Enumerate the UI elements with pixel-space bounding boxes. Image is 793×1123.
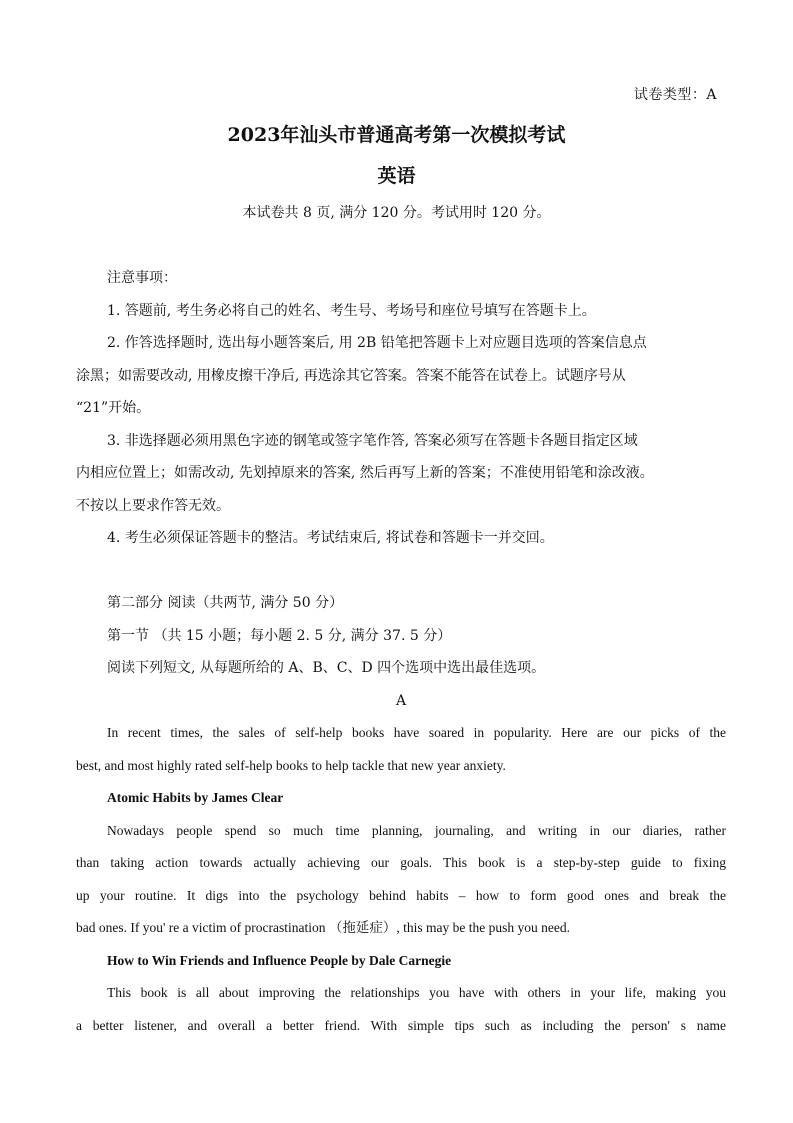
- passage-label: A: [395, 692, 407, 709]
- notice-item-2-line-1: 2. 作答选择题时, 选出每小题答案后, 用 2B 铅笔把答题卡上对应题目选项的答案信息点: [107, 335, 647, 351]
- book-1-line-2: than taking action towards actually achieving our goals. This book is a step-by-step guide to fixing: [76, 855, 726, 870]
- exam-summary: 本试卷共 8 页, 满分 120 分。考试用时 120 分。: [242, 205, 551, 221]
- exam-title: 2023年汕头市普通高考第一次模拟考试: [227, 124, 566, 146]
- notice-item-3-line-3: 不按以上要求作答无效。: [76, 497, 230, 514]
- notice-item-4: 4. 考生必须保证答题卡的整洁。考试结束后, 将试卷和答题卡一并交回。: [107, 530, 554, 546]
- section-one-heading: 第一节 （共 15 小题；每小题 2. 5 分, 满分 37. 5 分）: [107, 627, 452, 644]
- book-1-line-4: bad ones. If you' re a victim of procrastination （拖延症）, this may be the push you need.: [76, 920, 570, 935]
- notice-item-2-line-2: 涂黑；如需要改动, 用橡皮擦干净后, 再选涂其它答案。答案不能答在试卷上。试题序号从: [76, 367, 626, 384]
- notice-item-2-line-3: “21”开始。: [76, 400, 151, 416]
- reading-instruction: 阅读下列短文, 从每题所给的 A、B、C、D 四个选项中选出最佳选项。: [107, 660, 546, 676]
- passage-a: [76, 717, 726, 1042]
- notice-item-3-line-1: 3. 非选择题必须用黑色字迹的钢笔或签字笔作答, 答案必须写在答题卡各题目指定区域: [107, 432, 638, 449]
- book-1-line-3: up your routine. It digs into the psychology behind habits – how to form good ones and break the: [76, 887, 726, 903]
- notice-heading: 注意事项：: [107, 270, 177, 286]
- book-2-line-2: a better listener, and overall a better friend. With simple tips such as including the person' s name: [76, 1017, 726, 1033]
- notice-item-3-line-2: 内相应位置上；如需改动, 先划掉原来的答案, 然后再写上新的答案；不准使用铅笔和涂改液。: [76, 465, 654, 481]
- book-2-line-1: This book is all about improving the relationships you have with others in your life, making you: [107, 985, 726, 1000]
- subject-title: 英语: [377, 165, 416, 187]
- part-two-heading: 第二部分 阅读（共两节, 满分 50 分）: [107, 595, 344, 611]
- book-1-title: Atomic Habits by James Clear: [107, 790, 284, 805]
- paper-type-label: 试卷类型：A: [633, 87, 717, 103]
- reading-section-header: [76, 587, 726, 717]
- book-2-title: How to Win Friends and Influence People by Dale Carnegie: [107, 952, 452, 968]
- notice-section: [76, 262, 726, 555]
- intro-line-2: best, and most highly rated self-help books to help tackle that new year anxiety.: [76, 757, 506, 773]
- intro-line-1: In recent times, the sales of self-help books have soared in popularity. Here are our picks of the: [107, 725, 726, 740]
- notice-item-1: 1. 答题前, 考生务必将自己的姓名、考生号、考场号和座位号填写在答题卡上。: [107, 302, 596, 319]
- book-1-line-1: Nowadays people spend so much time planning, journaling, and writing in our diaries, rather: [107, 822, 726, 838]
